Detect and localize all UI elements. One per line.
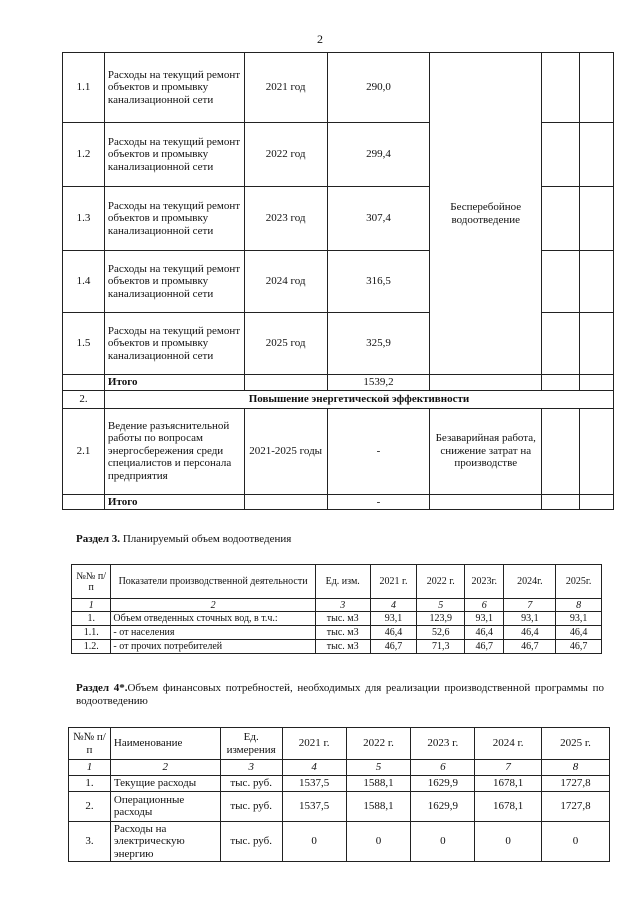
col-header: 2024г. — [504, 565, 556, 599]
section-row — [63, 390, 614, 408]
col-index: 8 — [542, 760, 610, 776]
cell: Объем отведенных сточных вод, в т.ч.: — [111, 612, 315, 626]
cell: 46,4 — [556, 626, 602, 640]
measure-period: 2022 год — [244, 123, 327, 187]
cell: 93,1 — [556, 612, 602, 626]
row-number: 2.1 — [63, 408, 105, 494]
total-amount: - — [327, 494, 430, 510]
cell: 0 — [346, 821, 411, 862]
total-label: Итого — [104, 494, 244, 510]
empty-cell — [430, 494, 542, 510]
table-header — [72, 565, 602, 599]
measure-period: 2024 год — [244, 251, 327, 313]
col-index: 4 — [282, 760, 346, 776]
empty-cell — [542, 187, 580, 251]
empty-cell — [542, 494, 580, 510]
empty-cell — [580, 494, 614, 510]
measure-amount: 290,0 — [327, 53, 430, 123]
cell: 46,4 — [465, 626, 504, 640]
empty-cell — [542, 251, 580, 313]
col-header: №№ п/п — [69, 728, 111, 760]
col-index: 4 — [370, 599, 417, 612]
col-header: 2022 г. — [417, 565, 465, 599]
measure-name: Ведение разъяснительной работы по вопросам энергосбережения среди специалистов и персонала предприятия — [104, 408, 244, 494]
col-index: 7 — [504, 599, 556, 612]
col-index: 7 — [475, 760, 542, 776]
index-row — [69, 760, 610, 776]
cell: 1678,1 — [475, 775, 542, 791]
empty-cell — [580, 375, 614, 391]
col-header: 2025 г. — [542, 728, 610, 760]
measure-name: Расходы на текущий ремонт объектов и промывку канализационной сети — [104, 123, 244, 187]
measure-name: Расходы на текущий ремонт объектов и промывку канализационной сети — [104, 251, 244, 313]
col-header: 2021 г. — [282, 728, 346, 760]
measure-amount: 299,4 — [327, 123, 430, 187]
wastewater-volume-table — [71, 564, 602, 654]
cell: 1727,8 — [542, 775, 610, 791]
col-header: Показатели производственной деятельности — [111, 565, 315, 599]
measure-amount: 316,5 — [327, 251, 430, 313]
cell: 0 — [411, 821, 475, 862]
cell: 46,7 — [370, 640, 417, 654]
empty-cell — [580, 123, 614, 187]
measure-period: 2021-2025 годы — [244, 408, 327, 494]
cell: 123,9 — [417, 612, 465, 626]
row-number: 1.4 — [63, 251, 105, 313]
table-row — [69, 775, 610, 791]
section4-heading-bold: Раздел 4*. — [76, 682, 128, 694]
cell: 71,3 — [417, 640, 465, 654]
empty-cell — [580, 313, 614, 375]
cell: 46,7 — [504, 640, 556, 654]
row-number: 1.2 — [63, 123, 105, 187]
cell: 52,6 — [417, 626, 465, 640]
cell: тыс. руб. — [220, 791, 282, 821]
total-label: Итого — [104, 375, 244, 391]
table-row — [69, 821, 610, 862]
cell: 1588,1 — [346, 775, 411, 791]
col-index: 5 — [417, 599, 465, 612]
empty-cell — [580, 187, 614, 251]
cell: тыс. руб. — [220, 821, 282, 862]
empty-cell — [580, 251, 614, 313]
empty-cell — [542, 53, 580, 123]
col-index: 3 — [315, 599, 370, 612]
empty-cell — [580, 408, 614, 494]
col-header: Ед. измерения — [220, 728, 282, 760]
measure-period: 2023 год — [244, 187, 327, 251]
cell: тыс. м3 — [315, 640, 370, 654]
financial-needs-table — [68, 727, 610, 862]
measure-name: Расходы на текущий ремонт объектов и промывку канализационной сети — [104, 53, 244, 123]
cell: 46,7 — [556, 640, 602, 654]
measure-period: 2025 год — [244, 313, 327, 375]
cell: Операционные расходы — [110, 791, 220, 821]
section3-heading — [76, 533, 291, 546]
cell: 1727,8 — [542, 791, 610, 821]
col-header: 2023 г. — [411, 728, 475, 760]
table-row — [63, 408, 614, 494]
measure-amount: 325,9 — [327, 313, 430, 375]
cell: тыс. руб. — [220, 775, 282, 791]
empty-cell — [430, 375, 542, 391]
cell: 1.2. — [72, 640, 111, 654]
cell: 46,7 — [465, 640, 504, 654]
empty-cell — [244, 494, 327, 510]
section4-heading — [76, 682, 604, 708]
empty-cell — [542, 313, 580, 375]
measure-amount: - — [327, 408, 430, 494]
col-index: 1 — [69, 760, 111, 776]
cell: 1588,1 — [346, 791, 411, 821]
col-index: 8 — [556, 599, 602, 612]
empty-cell — [580, 53, 614, 123]
total-amount: 1539,2 — [327, 375, 430, 391]
col-header: 2021 г. — [370, 565, 417, 599]
cell: тыс. м3 — [315, 626, 370, 640]
cell: 2. — [69, 791, 111, 821]
row-number: 1.5 — [63, 313, 105, 375]
cell: 0 — [542, 821, 610, 862]
empty-cell — [542, 375, 580, 391]
empty-cell — [63, 494, 105, 510]
table-row — [69, 791, 610, 821]
section-number: 2. — [63, 390, 105, 408]
col-header: 2022 г. — [346, 728, 411, 760]
cell: 1678,1 — [475, 791, 542, 821]
measure-effect: Безаварийная работа, снижение затрат на производстве — [430, 408, 542, 494]
section3-heading-bold: Раздел 3. — [76, 533, 121, 545]
table-row — [72, 626, 602, 640]
cell: - от прочих потребителей — [111, 640, 315, 654]
empty-cell — [542, 123, 580, 187]
cell: 1. — [72, 612, 111, 626]
page-number: 2 — [317, 32, 323, 46]
cell: 46,4 — [504, 626, 556, 640]
cell: 93,1 — [504, 612, 556, 626]
col-index: 3 — [220, 760, 282, 776]
measure-effect: Бесперебойное водоотведение — [430, 53, 542, 375]
cell: Текущие расходы — [110, 775, 220, 791]
col-index: 2 — [110, 760, 220, 776]
table-row — [63, 53, 614, 123]
col-index: 6 — [465, 599, 504, 612]
col-index: 5 — [346, 760, 411, 776]
cell: 1. — [69, 775, 111, 791]
measure-name: Расходы на текущий ремонт объектов и промывку канализационной сети — [104, 313, 244, 375]
cell: - от населения — [111, 626, 315, 640]
cell: 1537,5 — [282, 791, 346, 821]
col-header: Наименование — [110, 728, 220, 760]
col-index: 6 — [411, 760, 475, 776]
total-row — [63, 494, 614, 510]
table-header — [69, 728, 610, 760]
col-header: Ед. изм. — [315, 565, 370, 599]
cell: 1629,9 — [411, 775, 475, 791]
col-header: №№ п/п — [72, 565, 111, 599]
measure-period: 2021 год — [244, 53, 327, 123]
cell: 0 — [282, 821, 346, 862]
cell: 1629,9 — [411, 791, 475, 821]
section4-heading-text: Объем финансовых потребностей, необходимых для реализации производственной программы по водоотведению — [76, 682, 604, 707]
index-row — [72, 599, 602, 612]
cell: 93,1 — [370, 612, 417, 626]
row-number: 1.3 — [63, 187, 105, 251]
measure-amount: 307,4 — [327, 187, 430, 251]
cell: 0 — [475, 821, 542, 862]
measure-name: Расходы на текущий ремонт объектов и промывку канализационной сети — [104, 187, 244, 251]
cell: 3. — [69, 821, 111, 862]
empty-cell — [63, 375, 105, 391]
cell: Расходы на электрическую энергию — [110, 821, 220, 862]
table-row — [72, 640, 602, 654]
measures-table — [62, 52, 614, 510]
cell: 46,4 — [370, 626, 417, 640]
col-header: 2025г. — [556, 565, 602, 599]
col-index: 2 — [111, 599, 315, 612]
total-row — [63, 375, 614, 391]
empty-cell — [542, 408, 580, 494]
col-header: 2024 г. — [475, 728, 542, 760]
cell: тыс. м3 — [315, 612, 370, 626]
col-header: 2023г. — [465, 565, 504, 599]
cell: 1.1. — [72, 626, 111, 640]
cell: 1537,5 — [282, 775, 346, 791]
row-number: 1.1 — [63, 53, 105, 123]
section3-heading-text: Планируемый объем водоотведения — [120, 533, 292, 545]
empty-cell — [244, 375, 327, 391]
table-row — [72, 612, 602, 626]
col-index: 1 — [72, 599, 111, 612]
section-title: Повышение энергетической эффективности — [104, 390, 613, 408]
cell: 93,1 — [465, 612, 504, 626]
